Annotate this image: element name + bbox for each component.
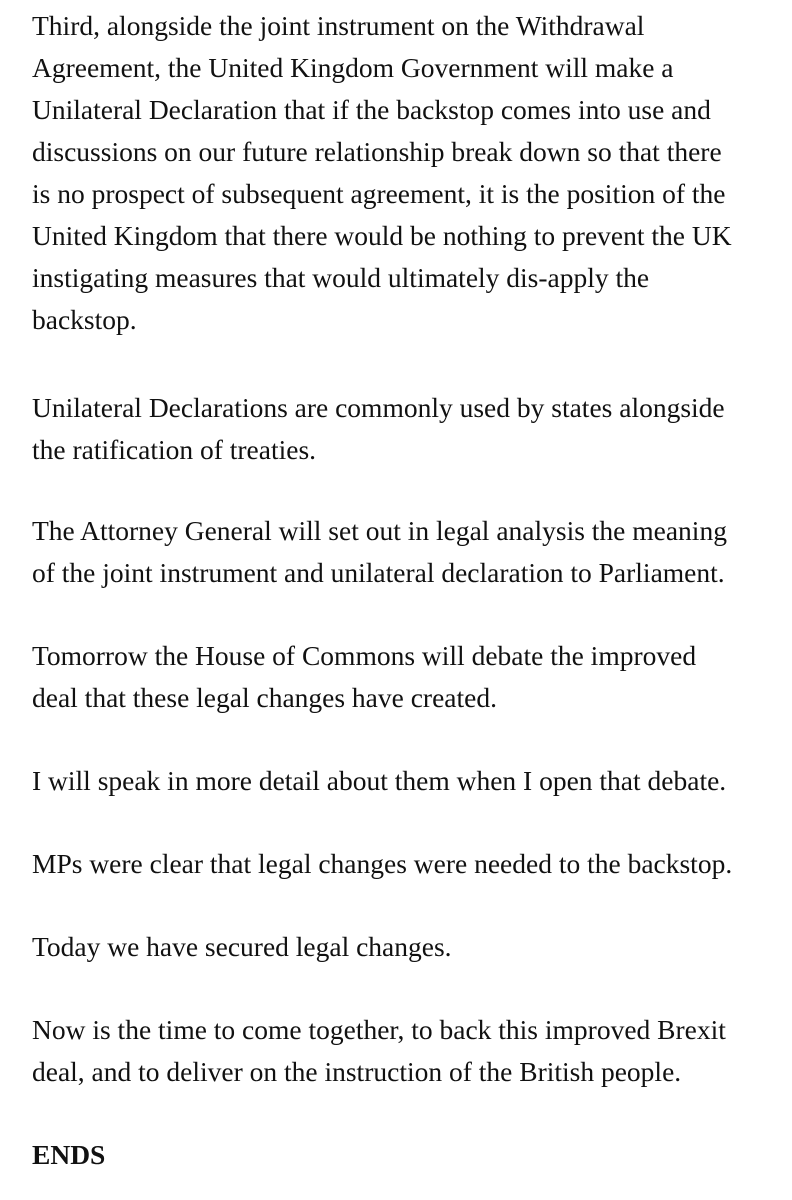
ends-marker: ENDS: [32, 1139, 106, 1170]
paragraph-commons-debate: Tomorrow the House of Commons will debate the improved deal that these legal changes have created.: [32, 640, 697, 713]
paragraph-declarations-common: Unilateral Declarations are commonly used by states alongside the ratification of treaties.: [32, 392, 725, 465]
paragraph-speak-detail: I will speak in more detail about them when I open that debate.: [32, 765, 727, 796]
paragraph-mps-clear: MPs were clear that legal changes were needed to the backstop.: [32, 848, 733, 879]
paragraph-unilateral-declaration: Third, alongside the joint instrument on the Withdrawal Agreement, the United Kingdom Government will make a Unilateral Declaration that if the backstop comes into use and discussions on our future relationship break down so that there is no prospect of subsequent agreement, it is the position of the United Kingdom that there would be nothing to prevent the UK instigating measures that would ultimately dis-apply the backstop.: [32, 10, 732, 335]
paragraph-attorney-general: The Attorney General will set out in legal analysis the meaning of the joint instrument and unilateral declaration to Parliament.: [32, 515, 727, 588]
paragraph-secured-changes: Today we have secured legal changes.: [32, 931, 452, 962]
paragraph-come-together: Now is the time to come together, to back this improved Brexit deal, and to deliver on the instruction of the British people.: [32, 1014, 726, 1087]
